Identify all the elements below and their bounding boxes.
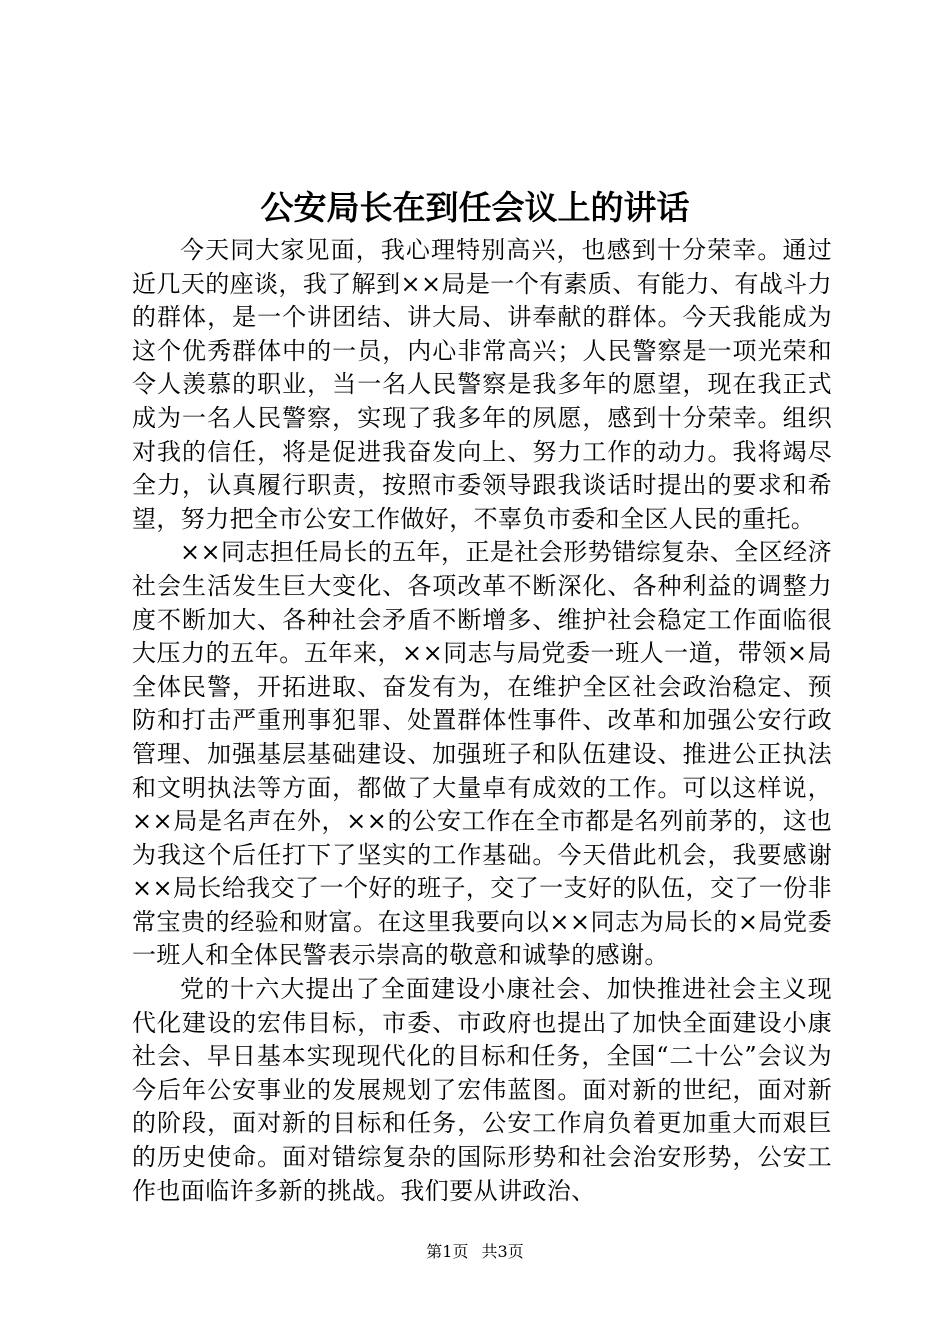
paragraph-1: 今天同大家见面，我心理特别高兴，也感到十分荣幸。通过近几天的座谈，我了解到××局是一个有素质、有能力、有战斗力的群体，是一个讲团结、讲大局、讲奉献的群体。今天我能成为这个优秀群体中的一员，内心非常高兴；人民警察是一项光荣和令人羡慕的职业，当一名人民警察是我多年的愿望，现在我正式成为一名人民警察，实现了我多年的夙愿，感到十分荣幸。组织对我的信任，将是促进我奋发向上、努力工作的动力。我将竭尽全力，认真履行职责，按照市委领导跟我谈话时提出的要求和希望，努力把全市公安工作做好，不辜负市委和全区人民的重托。 (132, 236, 832, 533)
page-footer (0, 1240, 950, 1264)
page-number-current: 第1页 (426, 1242, 469, 1261)
paragraph-3: 党的十六大提出了全面建设小康社会、加快推进社会主义现代化建设的宏伟目标，市委、市政府也提出了加快全面建设小康社会、早日基本实现现代化的目标和任务，全国“二十公”会议为今后年公安事业的发展规划了宏伟蓝图。面对新的世纪，面对新的阶段，面对新的目标和任务，公安工作肩负着更加重大而艰巨的历史使命。面对错综复杂的国际形势和社会治安形势，公安工作也面临许多新的挑战。我们要从讲政治、 (132, 975, 832, 1205)
document-title: 公安局长在到任会议上的讲话 (260, 188, 690, 227)
page-number-total: 共3页 (481, 1242, 524, 1261)
paragraph-2: ××同志担任局长的五年，正是社会形势错综复杂、全区经济社会生活发生巨大变化、各项改革不断深化、各种利益的调整力度不断加大、各种社会矛盾不断增多、维护社会稳定工作面临很大压力的五年。五年来，××同志与局党委一班人一道，带领×局全体民警，开拓进取、奋发有为，在维护全区社会政治稳定、预防和打击严重刑事犯罪、处置群体性事件、改革和加强公安行政管理、加强基层基础建设、加强班子和队伍建设、推进公正执法和文明执法等方面，都做了大量卓有成效的工作。可以这样说，××局是名声在外，××的公安工作在全市都是名列前茅的，这也为我这个后任打下了坚实的工作基础。今天借此机会，我要感谢××局长给我交了一个好的班子，交了一支好的队伍，交了一份非常宝贵的经验和财富。在这里我要向以××同志为局长的×局党委一班人和全体民警表示崇高的敬意和诚挚的感谢。 (132, 538, 832, 970)
document-body (132, 234, 832, 1208)
